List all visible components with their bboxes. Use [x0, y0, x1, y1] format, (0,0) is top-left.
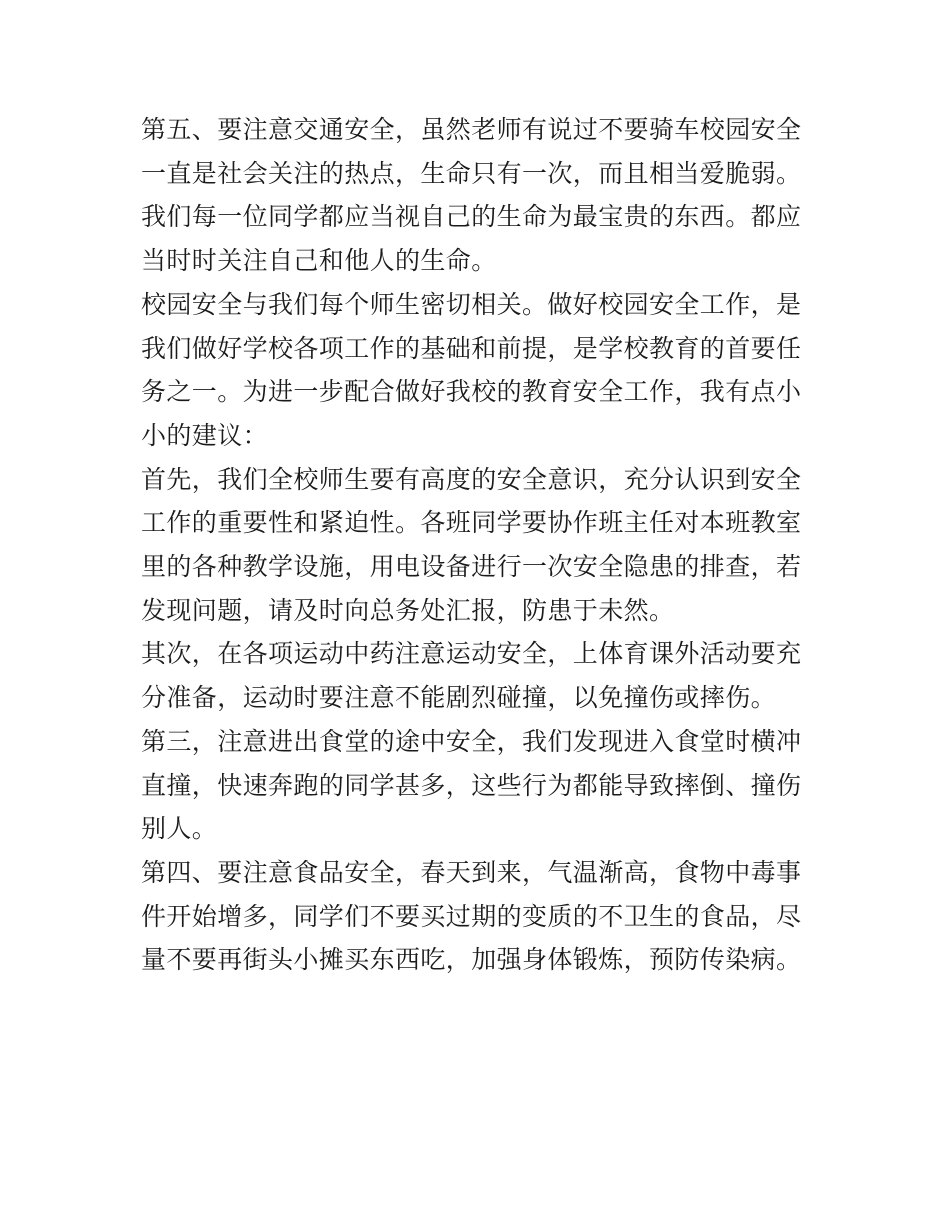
paragraph-campus-safety-intro: 校园安全与我们每个师生密切相关。做好校园安全工作，是我们做好学校各项工作的基础和前提，是学校教育的首要任务之一。为进一步配合做好我校的教育安全工作，我有点小小的建议：: [141, 289, 802, 450]
document-body: [141, 108, 813, 982]
paragraph-traffic-safety: 第五、要注意交通安全，虽然老师有说过不要骑车校园安全一直是社会关注的热点，生命只有一次，而且相当爱脆弱。我们每一位同学都应当视自己的生命为最宝贵的东西。都应当时时关注自己和他人的生命。: [141, 115, 802, 276]
paragraph-first-awareness: 首先，我们全校师生要有高度的安全意识，充分认识到安全工作的重要性和紧迫性。各班同学要协作班主任对本班教室里的各种教学设施，用电设备进行一次安全隐患的排查，若发现问题，请及时向总务处汇报，防患于未然。: [141, 464, 802, 625]
paragraph-second-sports-safety: 其次，在各项运动中药注意运动安全，上体育课外活动要充分准备，运动时要注意不能剧烈碰撞，以免撞伤或摔伤。: [141, 639, 802, 713]
paragraph-third-canteen-safety: 第三，注意进出食堂的途中安全，我们发现进入食堂时横冲直撞，快速奔跑的同学甚多，这些行为都能导致摔倒、撞伤别人。: [141, 726, 802, 844]
paragraph-fourth-food-safety: 第四、要注意食品安全，春天到来，气温渐高，食物中毒事件开始增多，同学们不要买过期的变质的不卫生的食品，尽量不要再街头小摊买东西吃，加强身体锻炼，预防传染病。: [141, 857, 802, 975]
